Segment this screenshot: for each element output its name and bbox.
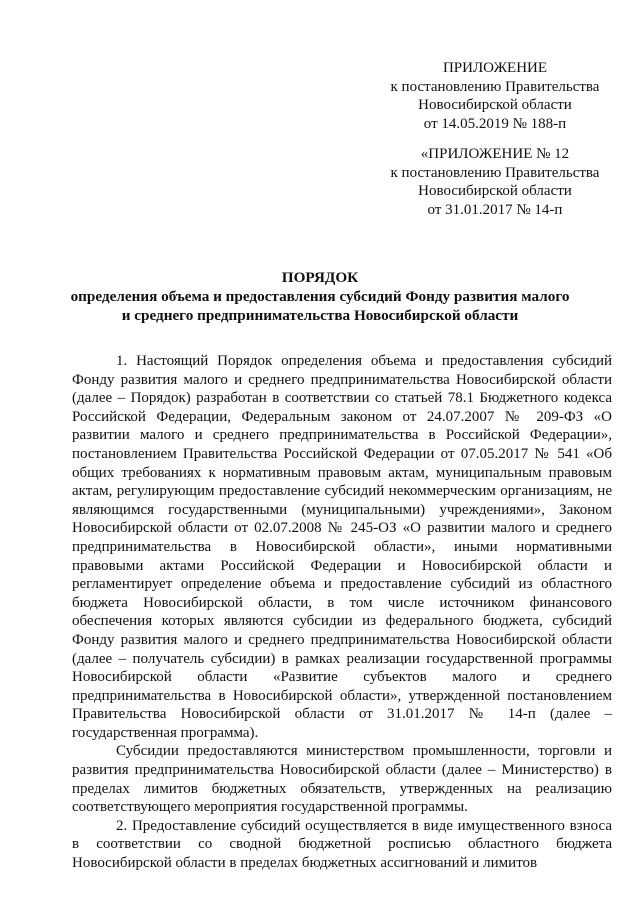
- attachment-heading: «ПРИЛОЖЕНИЕ № 12: [420, 146, 570, 162]
- attachment-header-current: [380, 59, 610, 133]
- title-subtitle-line-1: определения объема и предоставления субсидий Фонду развития малого: [70, 288, 570, 305]
- attachment-region: Новосибирской области: [418, 183, 572, 199]
- document-body: [72, 352, 612, 873]
- attachment-date-number: от 31.01.2017 № 14-п: [427, 201, 563, 218]
- title-heading: ПОРЯДОК: [281, 269, 359, 286]
- attachment-reference: к постановлению Правительства: [390, 78, 600, 95]
- attachment-heading: ПРИЛОЖЕНИЕ: [442, 60, 548, 76]
- attachment-region: Новосибирской области: [418, 97, 572, 113]
- paragraph-1: 1. Настоящий Порядок определения объема и предоставления субсидий Фонду развития малого и среднего предпринимательства Новосибирской области (далее – Порядок) разработан в соответствии со статьей 78.1 Бюджетного кодекса Российской Федерации, Федеральным законом от 24.07.2007 № 209-ФЗ «О развитии малого и среднего предпринимательства в Российской Федерации», постановлением Правительства Российской Федерации от 07.05.2017 № 541 «Об общих требованиях к нормативным правовым актам, муниципальным правовым актам, регулирующим предоставление субсидий некоммерческим организациям, не являющимся государственными (муниципальными) учреждениями», Законом Новосибирской области от 02.07.2008 № 245-ОЗ «О развитии малого и среднего предпринимательства в Новосибирской области», иными нормативными правовыми актами Российской Федерации и Новосибирской области и регламентирует определение объема и предоставление субсидий из областного бюджета Новосибирской области, в том числе источником финансового обеспечения которых являются субсидии из федерального бюджета, субсидий Фонду развития малого и среднего предпринимательства Новосибирской области (далее – получатель субсидии) в рамках реализации государственной программы Новосибирской области «Развитие субъектов малого и среднего предпринимательства в Новосибирской области», утвержденной постановлением Правительства Новосибирской области от 31.01.2017 № 14-п (далее – государственная программа).: [72, 353, 612, 741]
- paragraph-2: Субсидии предоставляются министерством промышленности, торговли и развития предпринимательства Новосибирской области (далее – Министерство) в пределах лимитов бюджетных обязательств, утвержденных на реализацию соответствующего мероприятия государственной программы.: [72, 743, 612, 816]
- document-title: [40, 268, 600, 325]
- attachment-date-number: от 14.05.2019 № 188-п: [423, 115, 567, 132]
- paragraph-3: 2. Предоставление субсидий осуществляется в виде имущественного взноса в соответствии со сводной бюджетной росписью областного бюджета Новосибирской области в пределах бюджетных ассигнований и лимитов: [72, 817, 612, 872]
- attachment-header-previous: [380, 145, 610, 219]
- attachment-reference: к постановлению Правительства: [390, 164, 600, 181]
- title-subtitle-line-2: и среднего предпринимательства Новосибирской области: [121, 307, 519, 324]
